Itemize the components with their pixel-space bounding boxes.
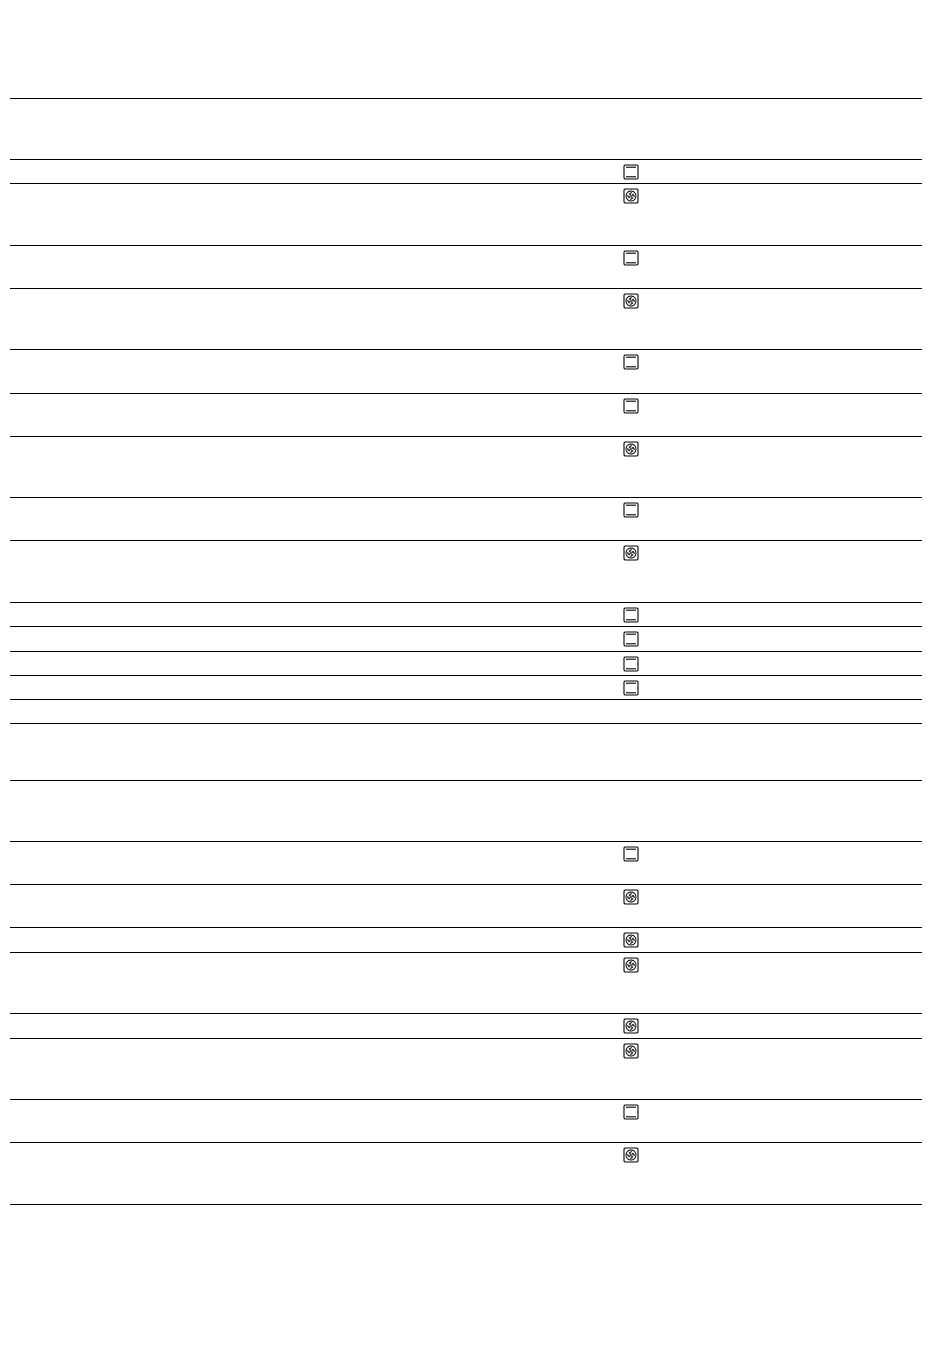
table-row [10,1014,922,1039]
table-row [10,350,922,394]
table-row [10,498,922,541]
table-row [10,842,922,885]
baking-table [10,98,922,1205]
table-row [10,1039,922,1100]
hot-air-icon [623,1147,639,1163]
hot-air-icon [623,889,639,905]
table-row [10,246,922,289]
hot-air-icon [623,957,639,973]
top-bottom-heating-icon [623,846,639,862]
top-bottom-heating-icon [623,607,639,623]
hot-air-icon [623,1018,639,1034]
table-row [10,1143,922,1205]
table-row [10,289,922,350]
table-row [10,781,922,842]
table-row [10,437,922,498]
hot-air-icon [623,188,639,204]
top-bottom-heating-icon [623,656,639,672]
top-bottom-heating-icon [623,398,639,414]
table-row [10,541,922,603]
table-row [10,627,922,652]
table-row [10,700,922,724]
top-bottom-heating-icon [623,680,639,696]
table-row [10,885,922,928]
top-bottom-heating-icon [623,250,639,266]
hot-air-icon [623,932,639,948]
hot-air-icon [623,1043,639,1059]
table-row [10,928,922,953]
table-row [10,724,922,781]
table-row [10,603,922,627]
table-header-row [10,98,922,160]
table-row [10,652,922,676]
hot-air-icon [623,293,639,309]
table-row [10,184,922,246]
top-bottom-heating-icon [623,502,639,518]
table-row [10,394,922,437]
top-bottom-heating-icon [623,164,639,180]
hot-air-icon [623,441,639,457]
table-row [10,953,922,1014]
hot-air-icon [623,545,639,561]
top-bottom-heating-icon [623,354,639,370]
table-row [10,160,922,184]
table-row [10,1100,922,1143]
top-bottom-heating-icon [623,1104,639,1120]
table-row [10,676,922,700]
top-bottom-heating-icon [623,631,639,647]
